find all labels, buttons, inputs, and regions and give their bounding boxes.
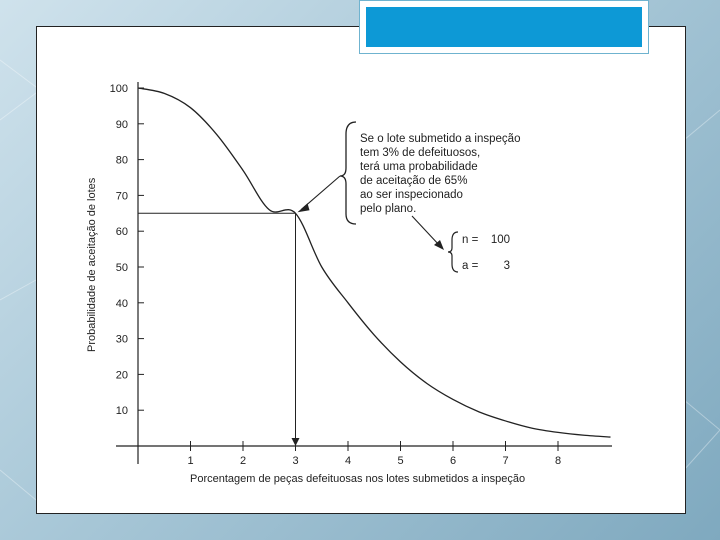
x-tick-label: 6 [449, 455, 457, 467]
x-tick-label: 2 [239, 455, 247, 467]
y-tick-label: 40 [115, 297, 128, 310]
x-tick-label: 1 [187, 455, 194, 467]
annotation-arrowhead [298, 203, 310, 212]
annotation-line: de aceitação de 65% [360, 175, 468, 187]
y-tick-label: 20 [115, 369, 128, 382]
plan-param-value: 3 [503, 260, 510, 272]
annotation-callout [298, 122, 521, 272]
y-tick-label: 60 [115, 226, 128, 239]
chart-guides [138, 213, 300, 446]
plan-brace [448, 232, 458, 272]
plan-param-label: n = [462, 234, 479, 246]
plan-param-value: 100 [490, 234, 510, 246]
x-tick-label: 4 [344, 455, 352, 467]
annotation-line: Se o lote submetido a inspeção [360, 133, 521, 145]
y-tick-label: 90 [115, 118, 128, 131]
plan-arrow [412, 216, 440, 246]
x-tick-label: 3 [292, 455, 299, 467]
y-tick-label: 70 [115, 190, 128, 203]
y-tick-label: 30 [115, 333, 128, 346]
y-axis-title: Probabilidade de aceitação de lotes [86, 177, 98, 352]
x-axis-title: Porcentagem de peças defeituosas nos lotes submetidos a inspeção [190, 473, 526, 485]
annotation-brace [340, 122, 356, 224]
y-tick-label: 80 [115, 154, 128, 167]
y-tick-label: 100 [109, 83, 128, 95]
y-tick-label: 50 [115, 262, 128, 274]
annotation-line: pelo plano. [360, 203, 417, 215]
plan-param-label: a = [462, 260, 479, 272]
y-tick-label: 10 [115, 405, 128, 418]
x-tick-label: 8 [554, 455, 562, 467]
annotation-line: tem 3% de defeituosos, [360, 147, 481, 159]
annotation-line: ao ser inspecionado [360, 189, 463, 201]
x-tick-label: 5 [397, 455, 404, 467]
annotation-line: terá uma probabilidade [360, 161, 478, 173]
x-tick-label: 7 [502, 455, 509, 467]
